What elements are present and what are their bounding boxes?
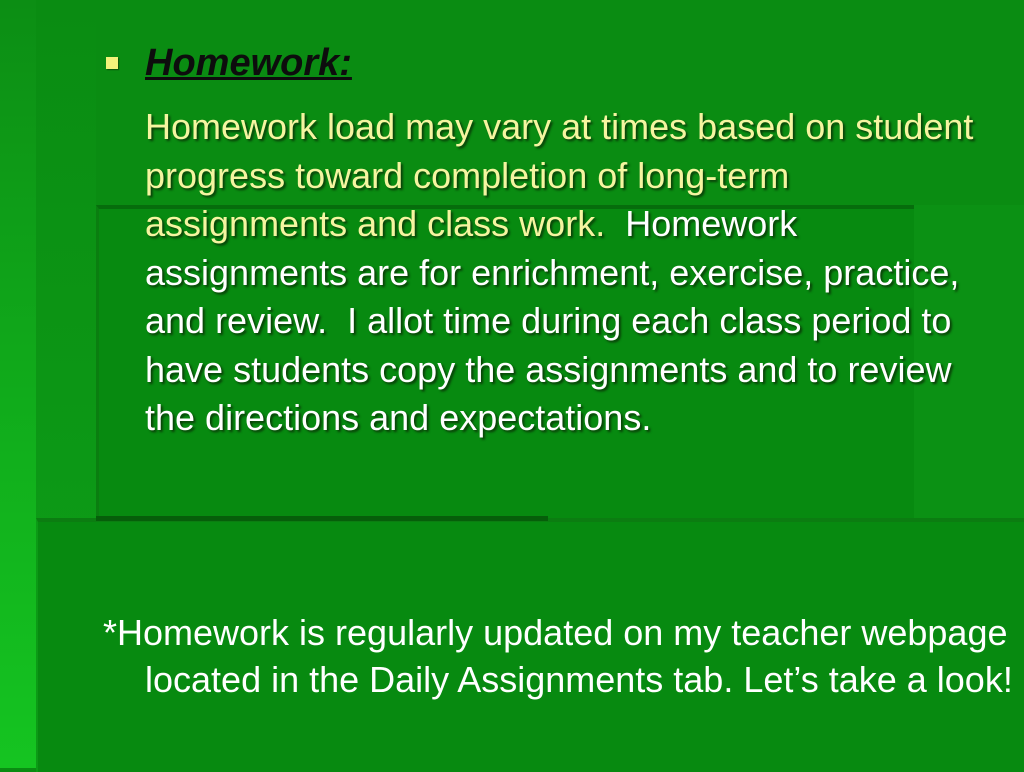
- paragraph-body-text: Homework assignments are for enrichment, exercise, practice, and review. I allot time during each class period to have students copy the assignments and to review the directions and expectations.: [145, 203, 970, 438]
- slide-heading: Homework:: [145, 42, 352, 84]
- update-note: *Homework is regularly updated on my teacher webpage located in the Daily Assignments tab. Let’s take a look!: [103, 612, 1013, 700]
- square-bullet-icon: [106, 57, 118, 69]
- paragraph-highlighted-text: Homework load may vary at times based on student progress toward completion of long-term assignments and class work.: [145, 106, 974, 244]
- homework-paragraph: [145, 103, 990, 443]
